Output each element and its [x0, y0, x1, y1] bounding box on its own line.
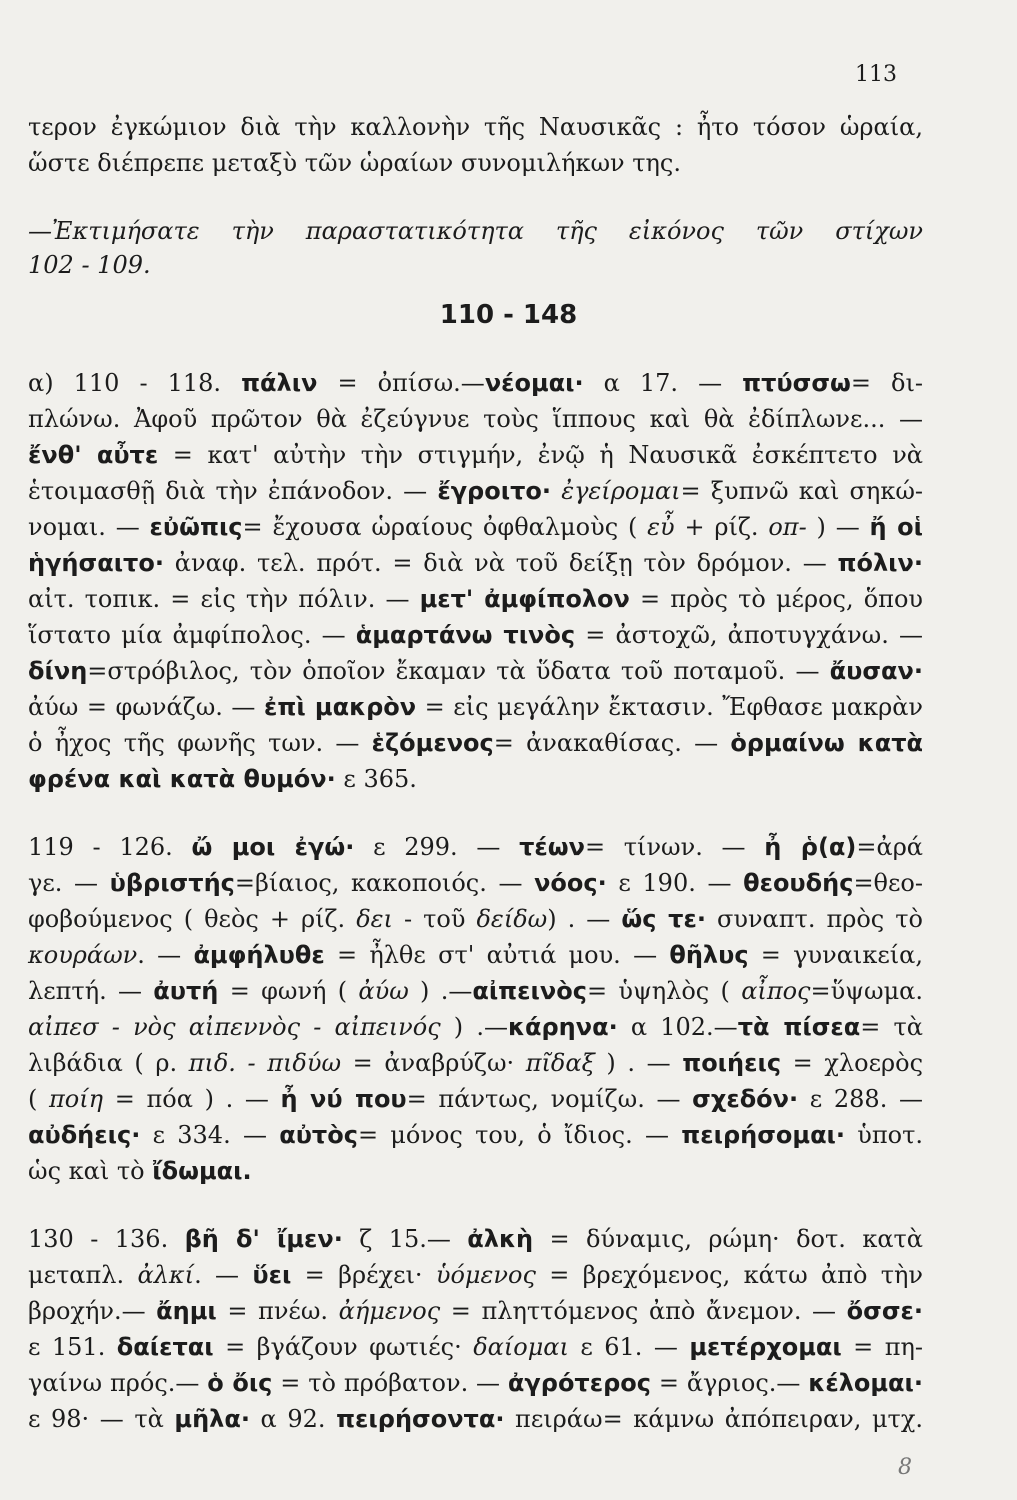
lemma-term: ἀυτή — [153, 977, 219, 1005]
gloss-text: αἰτ. τοπικ. = εἰς τὴν πόλιν. — — [28, 585, 420, 613]
lemma-term: ἐπὶ μακρὸν — [263, 693, 417, 721]
gloss-text: ) . — — [547, 905, 622, 933]
lemma-term: νέομαι· — [484, 369, 584, 397]
gloss-text: + ρίζ. — [674, 513, 769, 541]
gloss-text: ε 190. — — [606, 869, 744, 897]
lemma-term: ὤ μοι ἐγώ· — [191, 833, 355, 861]
gloss-text: =θεο- — [853, 869, 923, 897]
gloss-text: α 92. — [249, 1405, 337, 1433]
text-line — [28, 830, 923, 864]
italic-text: ὑόμενος — [435, 1261, 536, 1289]
gloss-text: ε 299. — — [354, 833, 520, 861]
gloss-text: ἀναφ. τελ. πρότ. = διὰ νὰ τοῦ δείξῃ τὸν δρόμον. — — [163, 549, 838, 577]
text-line — [28, 214, 923, 248]
lemma-term: μετέρχομαι — [689, 1333, 842, 1361]
italic-text: δαίομαι — [473, 1333, 569, 1361]
lemma-term: κέλομαι· — [808, 1369, 923, 1397]
lemma-term: ποιήεις — [682, 1049, 782, 1077]
text-line — [28, 366, 923, 400]
lemma-term: αἰπεινὸς — [472, 977, 587, 1005]
italic-text: 102 - 109. — [28, 251, 151, 279]
gloss-text: ε 334. — — [140, 1121, 280, 1149]
gloss-text: = χλοερὸς — [781, 1049, 924, 1077]
italic-text: πιδ. - πιδύω — [188, 1049, 342, 1077]
gloss-text: ) — — [806, 513, 870, 541]
gloss-text: = ἦλθε στ' αὐτιά μου. — — [324, 941, 670, 969]
lemma-term: θεουδής — [743, 869, 854, 897]
gloss-text: τερον ἐγκώμιον διὰ τὴν καλλονὴν τῆς Ναυσικᾶς : ἦτο τόσον ὡραία, — [28, 113, 923, 141]
italic-text: —Ἐκτιμήσατε τὴν παραστατικότητα τῆς εἰκόνος τῶν στίχων — [28, 217, 923, 245]
italic-text: αἰπεσ - νὸς αἰπεννὸς - αἰπεινός — [28, 1013, 441, 1041]
italic-text: εὖ — [647, 513, 675, 541]
gloss-text: ζ 15.— — [342, 1225, 468, 1253]
text-line — [28, 1010, 923, 1044]
gloss-text: . — — [194, 1261, 253, 1289]
gloss-text: γε. — — [28, 869, 110, 897]
lemma-term: ἤ οἱ — [869, 513, 924, 541]
gloss-text: συναπτ. πρὸς τὸ — [705, 905, 923, 933]
lemma-term: νόος· — [534, 869, 607, 897]
lemma-term: ἄημι — [156, 1297, 217, 1325]
gloss-text: = τὰ — [860, 1013, 923, 1041]
lemma-term: ὥς τε· — [621, 905, 706, 933]
text-line — [28, 1222, 923, 1256]
gloss-text: =ὕψωμα. — [810, 977, 924, 1005]
lemma-term: αὐδήεις· — [28, 1121, 141, 1149]
italic-text: οπ- — [768, 513, 807, 541]
lemma-term: ἔγροιτο· — [437, 477, 551, 505]
gloss-text: = ἀνακαθίσας. — — [493, 729, 731, 757]
gloss-text: = φωνή ( — [218, 977, 359, 1005]
gloss-text: = δύναμις, ρώμη· δοτ. κατὰ — [533, 1225, 924, 1253]
gloss-text: λεπτή. — — [28, 977, 154, 1005]
gloss-text: = πνέω. — [216, 1297, 339, 1325]
text-line — [28, 110, 923, 144]
page-number: 113 — [855, 62, 897, 87]
gloss-text: ὁ ἦχος τῆς φωνῆς των. — — [28, 729, 372, 757]
lemma-term: σχεδόν· — [692, 1085, 799, 1113]
lemma-term: θῆλυς — [669, 941, 749, 969]
text-line — [28, 146, 923, 180]
lemma-term: ἄυσαν· — [829, 657, 923, 685]
gloss-text: = γυναικεία, — [748, 941, 924, 969]
gloss-text: = κατ' αὐτὴν τὴν στιγμήν, ἐνῷ ἡ Ναυσικᾶ ἐσκέπτετο νὰ — [158, 441, 923, 469]
gloss-text: φοβούμενος ( θεὸς + ρίζ. — [28, 905, 357, 933]
text-line — [28, 1154, 923, 1188]
gloss-text: =στρόβιλος, τὸν ὁποῖον ἔκαμαν τὰ ὕδατα τοῦ ποταμοῦ. — — [87, 657, 830, 685]
lemma-term: ὁρμαίνω κατὰ — [730, 729, 923, 757]
gloss-text — [551, 477, 561, 505]
text-line — [28, 1082, 923, 1116]
gloss-text: = ἀστοχῶ, ἀποτυγχάνω. — — [575, 621, 923, 649]
lemma-term: βῆ δ' ἴμεν· — [184, 1225, 343, 1253]
lemma-term: ἡγήσαιτο· — [28, 549, 164, 577]
text-line — [28, 654, 923, 688]
lemma-term: ἑζόμενος — [371, 729, 494, 757]
italic-text: ἀήμενος — [338, 1297, 441, 1325]
gloss-text: ἑτοιμασθῇ διὰ τὴν ἐπάνοδον. — — [28, 477, 438, 505]
lemma-term: πάλιν — [241, 369, 318, 397]
text-line — [28, 438, 923, 472]
lemma-term: μῆλα· — [174, 1405, 250, 1433]
text-line — [28, 1402, 923, 1436]
text-line — [28, 726, 923, 760]
gloss-text: =ἀρά — [856, 833, 924, 861]
lemma-term: μετ' ἀμφίπολον — [419, 585, 630, 613]
text-line — [28, 938, 923, 972]
lemma-term: πόλιν· — [837, 549, 923, 577]
text-line — [28, 866, 923, 900]
gloss-text: ὑποτ. — [845, 1121, 923, 1149]
text-line — [28, 1258, 923, 1292]
gloss-text: = ἀναβρύζω· — [341, 1049, 526, 1077]
text-line — [28, 546, 923, 580]
gloss-text: ) . — — [594, 1049, 683, 1077]
lemma-term: εὐῶπις — [149, 513, 243, 541]
gloss-text: = δι- — [850, 369, 923, 397]
gloss-text: = τὸ πρόβατον. — — [272, 1369, 508, 1397]
lemma-term: ἦ νύ που — [280, 1085, 407, 1113]
gloss-text: = εἰς μεγάλην ἔκτασιν. Ἔφθασε μακρὰν — [416, 693, 924, 721]
gloss-text: λιβάδια ( ρ. — [28, 1049, 189, 1077]
italic-text: ποίη — [49, 1085, 104, 1113]
corner-number: 8 — [898, 1455, 912, 1480]
gloss-text: = πάντως, νομίζω. — — [406, 1085, 693, 1113]
gloss-text: =βίαιος, κακοποιός. — — [234, 869, 535, 897]
text-line — [28, 762, 923, 796]
text-line — [28, 474, 923, 508]
gloss-text: ) .— — [440, 1013, 508, 1041]
text-line — [28, 902, 923, 936]
gloss-text: = ἔχουσα ὡραίους ὀφθαλμοὺς ( — [242, 513, 648, 541]
gloss-text: α 102.— — [617, 1013, 738, 1041]
lemma-term: ἁμαρτάνω τινὸς — [355, 621, 576, 649]
text-line — [28, 690, 923, 724]
gloss-text: = μόνος του, ὁ ἴδιος. — — [357, 1121, 682, 1149]
gloss-text: = ἄγριος.— — [651, 1369, 809, 1397]
gloss-text: πλώνω. Ἀφοῦ πρῶτον θὰ ἐζεύγνυε τοὺς ἵππους καὶ θὰ ἐδίπλωνε... — — [28, 405, 923, 433]
text-line — [28, 1046, 923, 1080]
gloss-text: ) .— — [408, 977, 473, 1005]
gloss-text: ( — [28, 1085, 50, 1113]
gloss-text: ἀύω = φωνάζω. — — [28, 693, 264, 721]
gloss-text: 130 - 136. — [28, 1225, 185, 1253]
gloss-text: ε 365. — [335, 765, 417, 793]
gloss-text: . — — [137, 941, 194, 969]
lemma-term: ὄσσε· — [846, 1297, 923, 1325]
lemma-term: φρένα καὶ κατὰ θυμόν· — [28, 765, 336, 793]
lemma-term: δαίεται — [116, 1333, 214, 1361]
gloss-text: = πληττόμενος ἀπὸ ἄνεμον. — — [440, 1297, 847, 1325]
lemma-term: ἦ ῥ(α) — [764, 833, 857, 861]
text-line — [28, 974, 923, 1008]
gloss-text: = ξυπνῶ καὶ σηκώ- — [680, 477, 923, 505]
italic-text: αἶπος — [741, 977, 811, 1005]
gloss-text: = τίνων. — — [584, 833, 765, 861]
gloss-text: ὥστε διέπρεπε μεταξὺ τῶν ὡραίων συνομιλήκων της. — [28, 149, 681, 177]
lemma-term: πειρήσοντα· — [336, 1405, 505, 1433]
gloss-text: βροχήν.— — [28, 1297, 157, 1325]
italic-text: ἀύω — [358, 977, 409, 1005]
gloss-text: = ὀπίσω.— — [317, 369, 485, 397]
lemma-term: ἔνθ' αὖτε — [28, 441, 159, 469]
lemma-term: αὐτὸς — [279, 1121, 358, 1149]
italic-text: κουράων — [28, 941, 138, 969]
lemma-term: πειρήσομαι· — [681, 1121, 846, 1149]
gloss-text: - τοῦ — [392, 905, 477, 933]
lemma-term: ἴδωμαι. — [152, 1157, 252, 1185]
lemma-term: τέων — [519, 833, 585, 861]
lemma-term: κάρηνα· — [507, 1013, 618, 1041]
gloss-text: πειράω= κάμνω ἀπόπειραν, μτχ. — [504, 1405, 923, 1433]
italic-text: δείδω — [476, 905, 548, 933]
text-line — [28, 402, 923, 436]
gloss-text: γαίνω πρός.— — [28, 1369, 208, 1397]
gloss-text: α) 110 - 118. — [28, 369, 242, 397]
gloss-text: 119 - 126. — [28, 833, 192, 861]
gloss-text: ε 288. — — [798, 1085, 923, 1113]
gloss-text: α 17. — — [583, 369, 743, 397]
gloss-text: = βρέχει· — [291, 1261, 436, 1289]
italic-text: δει — [356, 905, 393, 933]
lemma-term: δίνη — [28, 657, 88, 685]
italic-text: ἐγείρομαι — [561, 477, 681, 505]
lemma-term: τὰ πίσεα — [737, 1013, 861, 1041]
text-line — [28, 582, 923, 616]
gloss-text: ε 98· — τὰ — [28, 1405, 175, 1433]
lemma-term: ὕει — [252, 1261, 292, 1289]
lemma-term: ἀγρότερος — [507, 1369, 651, 1397]
text-line — [28, 248, 923, 282]
italic-text: ἀλκί — [137, 1261, 195, 1289]
lemma-term: ὁ ὄις — [207, 1369, 273, 1397]
gloss-text: = πρὸς τὸ μέρος, ὅπου — [629, 585, 923, 613]
gloss-text: ε 151. — [28, 1333, 117, 1361]
lemma-term: ἀλκὴ — [467, 1225, 534, 1253]
text-line — [28, 1294, 923, 1328]
gloss-text: ἵστατο μία ἀμφίπολος. — — [28, 621, 356, 649]
gloss-text: νομαι. — — [28, 513, 150, 541]
gloss-text: ὡς καὶ τὸ — [28, 1157, 153, 1185]
text-line — [28, 1330, 923, 1364]
section-heading: 110 - 148 — [439, 300, 578, 330]
gloss-text: μεταπλ. — [28, 1261, 138, 1289]
text-line — [28, 618, 923, 652]
text-line — [28, 510, 923, 544]
text-line — [28, 1118, 923, 1152]
gloss-text: = πόα ) . — — [103, 1085, 281, 1113]
gloss-text: = βγάζουν φωτιές· — [213, 1333, 474, 1361]
lemma-term: ὑβριστής — [109, 869, 235, 897]
lemma-term: ἀμφήλυθε — [193, 941, 325, 969]
gloss-text: = ὑψηλὸς ( — [586, 977, 742, 1005]
lemma-term: πτύσσω — [742, 369, 851, 397]
gloss-text: = πη- — [841, 1333, 923, 1361]
italic-text: πῖδαξ — [525, 1049, 595, 1077]
text-line — [28, 1366, 923, 1400]
gloss-text: ε 61. — — [568, 1333, 690, 1361]
gloss-text: = βρεχόμενος, κάτω ἀπὸ τὴν — [535, 1261, 923, 1289]
